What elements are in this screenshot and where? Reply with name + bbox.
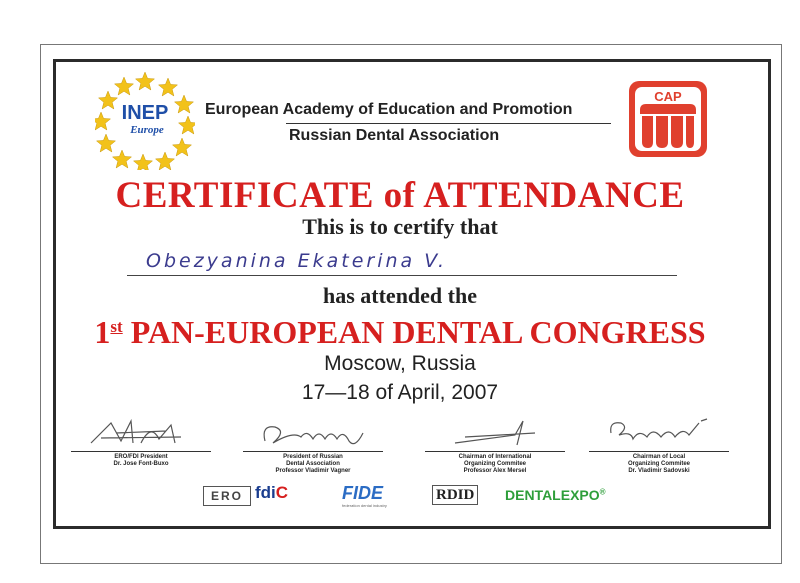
signature-caption bbox=[584, 454, 734, 475]
signature-line bbox=[71, 451, 211, 452]
rdid-logo: RDID bbox=[432, 485, 478, 505]
signature-image bbox=[589, 413, 729, 451]
congress-date: 17—18 of April, 2007 bbox=[301, 381, 499, 404]
fdi-logo bbox=[255, 483, 288, 503]
org-divider bbox=[286, 123, 611, 124]
certify-statement: This is to certify that bbox=[302, 214, 498, 239]
signature-title: ERO/FDI President bbox=[114, 454, 168, 460]
signature-person: Professor Vladimir Vagner bbox=[275, 468, 351, 474]
congress-ordinal-suffix: st bbox=[110, 317, 123, 336]
signature-title-line2: Dental Association bbox=[286, 461, 340, 467]
signature-title: Chairman of Local bbox=[632, 454, 686, 460]
cap-logo bbox=[628, 80, 708, 158]
signature-image bbox=[71, 413, 211, 451]
congress-name: PAN-EUROPEAN DENTAL CONGRESS bbox=[122, 314, 706, 350]
signature-line bbox=[243, 451, 383, 452]
fdi-logo-mark: C bbox=[275, 483, 289, 502]
inep-logo-label: INEP bbox=[121, 102, 169, 124]
teeth-logo-icon bbox=[628, 80, 708, 158]
signature-title: President of Russian bbox=[283, 454, 343, 460]
signature-line bbox=[425, 451, 565, 452]
signature-image bbox=[425, 413, 565, 451]
org-name-academy: European Academy of Education and Promotion bbox=[205, 101, 573, 118]
signature-person: Dr. Jose Font-Buxo bbox=[113, 461, 169, 467]
attended-statement: has attended the bbox=[322, 283, 477, 308]
signature-caption bbox=[420, 454, 570, 475]
attendee-name: Obezyanina Ekaterina V. bbox=[146, 250, 448, 272]
signature-person: Professor Alex Mersel bbox=[463, 468, 527, 474]
signature-title-line2: Organizing Commitee bbox=[627, 461, 690, 467]
fdi-logo-text: fdi bbox=[255, 483, 276, 502]
cap-logo-label: CAP bbox=[654, 89, 682, 104]
org-name-association: Russian Dental Association bbox=[289, 127, 500, 144]
signature-title: Chairman of International bbox=[458, 454, 532, 460]
eu-stars-circle-icon bbox=[95, 70, 195, 170]
congress-ordinal: 1 bbox=[94, 314, 111, 350]
dentalexpo-logo-text: DENTALEXPO bbox=[505, 487, 600, 503]
signature-image bbox=[243, 413, 383, 451]
fide-logo: FIDE bbox=[342, 483, 384, 503]
signature-caption bbox=[238, 454, 388, 475]
signature-block-ero bbox=[66, 413, 216, 468]
inep-logo bbox=[95, 70, 195, 170]
dentalexpo-logo-mark: ® bbox=[599, 487, 606, 497]
signature-person: Dr. Vladimir Sadovski bbox=[628, 468, 690, 474]
ero-logo: ERO bbox=[203, 486, 251, 506]
dentalexpo-logo bbox=[505, 487, 606, 503]
signature-caption bbox=[66, 454, 216, 468]
signature-line bbox=[589, 451, 729, 452]
inep-logo-sublabel: Europe bbox=[130, 124, 164, 136]
fide-logo-subtext: federation dental industry bbox=[342, 503, 387, 508]
signature-block-rda bbox=[238, 413, 388, 475]
signature-block-local bbox=[584, 413, 734, 475]
certificate-title: CERTIFICATE of ATTENDANCE bbox=[115, 175, 685, 216]
signature-title-line2: Organizing Commitee bbox=[463, 461, 526, 467]
partner-logos bbox=[200, 483, 620, 511]
name-underline bbox=[127, 275, 677, 276]
congress-city: Moscow, Russia bbox=[324, 352, 476, 375]
signature-block-international bbox=[420, 413, 570, 475]
congress-title bbox=[0, 314, 800, 351]
